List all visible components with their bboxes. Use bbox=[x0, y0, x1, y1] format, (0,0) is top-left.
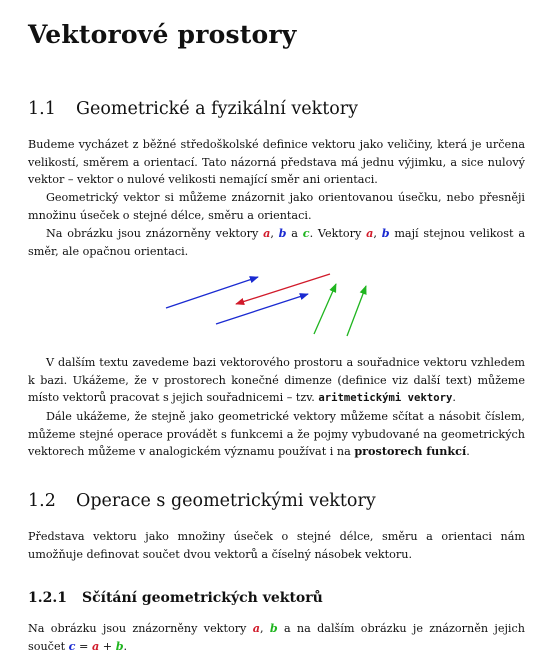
text-fragment: . bbox=[452, 391, 456, 405]
text-fragment: V dalším textu zavedeme bazi vektorového prostoru a souřadnice vektoru vzhledem k bazi. Ukážeme, že v prostorech konečné dimenze (definice viz další text) můžeme místo vektorů pracovat s jejich souřadnicemi – tzv. bbox=[28, 356, 525, 405]
vector-a-arrow bbox=[236, 274, 330, 304]
paragraph-vector-sum bbox=[28, 620, 525, 655]
vector-b-arrow-2 bbox=[216, 294, 308, 324]
vector-a-symbol: a bbox=[263, 226, 271, 240]
text-fragment: Na obrázku jsou znázorněny vektory bbox=[28, 622, 247, 635]
paragraph-figure-intro: Na obrázku jsou znázorněny vektory a, b a c. Vektory a, b mají stejnou velikost a směr, ale opačnou orientaci. bbox=[28, 226, 525, 258]
text-fragment: , bbox=[373, 227, 377, 240]
vector-b-symbol: b bbox=[381, 226, 390, 240]
text-fragment: . bbox=[123, 639, 128, 653]
text-fragment: Dále ukážeme, že stejně jako geometrické vektory můžeme sčítat a násobit číslem, můžeme stejné operace provádět s funkcemi a že pojmy vybudované na geometrických vektorech můžeme v analogickém významu používat i na bbox=[28, 410, 525, 459]
term-arithmetic-vectors: aritmetickými vektory bbox=[318, 392, 453, 405]
section-heading-1-2 bbox=[28, 491, 376, 511]
text-fragment: . Vektory bbox=[309, 227, 362, 240]
paragraph-definition: Budeme vycházet z běžné středoškolské definice vektoru jako veličiny, která je určena velikostí, směrem a orientací. Tato názorná představa má jednu výjimku, a sice nulový vektor – vektor o nulové velikosti nemající směr ani orientaci. bbox=[28, 138, 525, 187]
subsection-number: 1.2.1 bbox=[28, 590, 67, 606]
section-number: 1.1 bbox=[28, 99, 56, 119]
term-function-spaces: prostorech funkcí bbox=[354, 444, 467, 459]
plus-sign: + bbox=[99, 639, 116, 653]
vector-c-arrow-2 bbox=[347, 286, 366, 336]
paragraph-operations: Představa vektoru jako množiny úseček o stejné délce, směru a orientaci nám umožňuje definovat součet dvou vektorů a číselný násobek vektoru. bbox=[28, 530, 525, 561]
text-fragment: mají stejnou velikost a směr, ale opačnou orientaci. bbox=[28, 227, 525, 258]
vector-a-symbol: a bbox=[252, 621, 260, 635]
paragraph-function-spaces bbox=[28, 408, 525, 461]
text-fragment: , bbox=[259, 622, 264, 635]
equals-sign: = bbox=[75, 639, 92, 653]
vector-a-symbol: a bbox=[366, 226, 374, 240]
vector-b-arrow-1 bbox=[166, 277, 258, 308]
vector-c-symbol: c bbox=[68, 638, 76, 653]
text-fragment: a bbox=[291, 227, 298, 240]
paragraph-basis bbox=[28, 354, 525, 408]
vector-b-green-symbol: b bbox=[269, 621, 278, 635]
subsection-title: Sčítání geometrických vektorů bbox=[82, 590, 323, 606]
section-number: 1.2 bbox=[28, 491, 56, 511]
text-fragment: Na obrázku jsou znázorněny vektory bbox=[46, 227, 259, 240]
subsection-heading-1-2-1 bbox=[28, 590, 323, 606]
text-fragment: a na dalším obrázku je znázorněn jejich součet bbox=[28, 622, 525, 653]
vector-c-symbol: c bbox=[302, 226, 310, 240]
vector-b-green-symbol: b bbox=[115, 638, 124, 653]
vector-b-symbol: b bbox=[278, 226, 287, 240]
vector-figure bbox=[160, 268, 380, 338]
section-title: Geometrické a fyzikální vektory bbox=[76, 99, 359, 119]
vector-a-symbol: a bbox=[91, 638, 100, 653]
vector-c-arrow-1 bbox=[314, 284, 336, 334]
text-fragment: . bbox=[466, 445, 470, 459]
section-title: Operace s geometrickými vektory bbox=[76, 491, 376, 511]
section-heading-1-1 bbox=[28, 99, 358, 119]
paragraph-oriented-segment: Geometrický vektor si můžeme znázornit jako orientovanou úsečku, nebo přesněji množinu úseček o stejné délce, směru a orientaci. bbox=[28, 191, 525, 222]
chapter-title: Vektorové prostory bbox=[28, 20, 297, 49]
